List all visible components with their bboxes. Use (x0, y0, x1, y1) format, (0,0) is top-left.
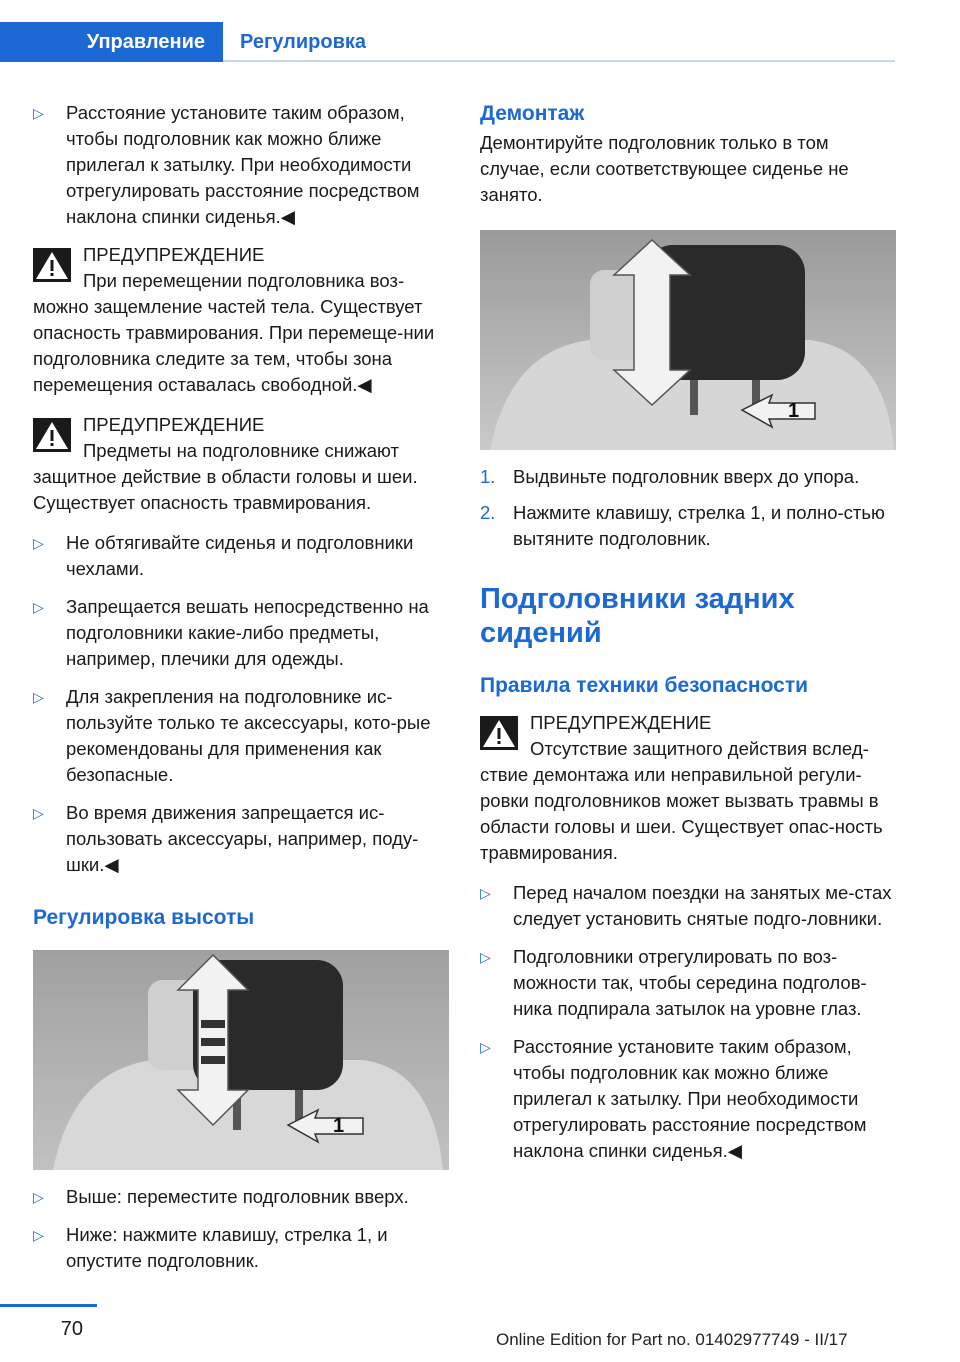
header-bar (0, 22, 895, 64)
bullet-triangle-icon: ▷ (33, 1227, 44, 1243)
right-column (480, 100, 896, 1176)
warning-triangle-icon (33, 418, 71, 452)
footer-accent-line (0, 1304, 97, 1307)
warning-block: ПРЕДУПРЕЖДЕНИЕ Отсутствие защитного действия вслед‐ ствие демонтажа или неправильной регули‐ровки подголовников может вызвать травмы в области головы и шеи. Существует опас‐ность травмирования. (480, 710, 896, 866)
numbered-step: 1. Выдвиньте подголовник вверх до упора. (480, 466, 860, 487)
subsection-heading-safety: Правила техники безопасности (480, 674, 809, 697)
list-item: ▷ Расстояние установите таким образом, чтобы подголовник как можно ближе прилегал к затылку. При необходимости отрегулировать расстояние посредством наклона спинки сиденья.◀ (33, 102, 420, 227)
header-divider (223, 60, 895, 62)
page-number: 70 (60, 1318, 83, 1340)
photo-callout-number: 1 (788, 400, 800, 422)
photo-callout-number: 1 (333, 1115, 345, 1137)
list-item: ▷ Для закрепления на подголовнике ис‐пользуйте только те аксессуары, кото‐рые рекомендованы для применения как безопасные. (33, 686, 431, 785)
bullet-triangle-icon: ▷ (480, 1039, 491, 1055)
list-item: ▷ Ниже: нажмите клавишу, стрелка 1, и опустите подголовник. (33, 1224, 388, 1271)
tab-upravlenie[interactable]: Управление (0, 22, 223, 62)
list-item: ▷ Запрещается вешать непосредственно на подголовники какие-либо предметы, например, плечики для одежды. (33, 596, 429, 669)
left-column (33, 100, 449, 1286)
edition-text: Online Edition for Part no. 01402977749 - II/17 (496, 1330, 848, 1349)
warning-triangle-icon (480, 716, 518, 750)
list-item: ▷ Расстояние установите таким образом, чтобы подголовник как можно ближе прилегал к затылку. При необходимости отрегулировать расстояние посредством наклона спинки сиденья.◀ (480, 1036, 867, 1161)
warning-title: ПРЕДУПРЕЖДЕНИЕ (83, 244, 265, 265)
bullet-triangle-icon: ▷ (33, 105, 44, 121)
bullet-triangle-icon: ▷ (480, 949, 491, 965)
bullet-triangle-icon: ▷ (33, 689, 44, 705)
bullet-triangle-icon: ▷ (33, 1189, 44, 1205)
warning-block: ПРЕДУПРЕЖДЕНИЕ При перемещении подголовника воз‐ можно защемление частей тела. Существует опасность травмирования. При перемеще‐нии подголовника следите за тем, чтобы зона перемещения оставалась свободной.◀ (33, 242, 449, 398)
warning-title: ПРЕДУПРЕЖДЕНИЕ (530, 712, 712, 733)
list-item: ▷ Не обтягивайте сиденья и подголовники чехлами. (33, 532, 414, 579)
list-item: ▷ Подголовники отрегулировать по воз‐можности так, чтобы середина подголов‐ника подпирала затылок на уровне глаз. (480, 946, 867, 1019)
bullet-triangle-icon: ▷ (33, 535, 44, 551)
warning-block: ПРЕДУПРЕЖДЕНИЕ Предметы на подголовнике снижают защитное действие в области головы и шеи. Существует опасность травмирования. (33, 412, 449, 516)
bullet-triangle-icon: ▷ (480, 885, 491, 901)
section-heading-removal: Демонтаж (480, 102, 585, 125)
tab-regulirovka[interactable]: Регулировка (240, 31, 367, 53)
section-heading-height: Регулировка высоты (33, 906, 255, 929)
list-item: ▷ Выше: переместите подголовник вверх. (33, 1184, 449, 1210)
bullet-triangle-icon: ▷ (33, 805, 44, 821)
bullet-triangle-icon: ▷ (33, 599, 44, 615)
warning-title: ПРЕДУПРЕЖДЕНИЕ (83, 414, 265, 435)
section-heading-rear-headrests: Подголовники задних сидений (480, 583, 795, 649)
headrest-removal-photo (480, 230, 896, 450)
removal-paragraph: Демонтируйте подголовник только в том случае, если соответствующее сиденье не занято. (480, 132, 849, 205)
list-item: ▷ Перед началом поездки на занятых ме‐стах следует установить снятые подго‐ловники. (480, 882, 892, 929)
list-item: ▷ Во время движения запрещается ис‐пользовать аксессуары, например, поду‐шки.◀ (33, 802, 419, 875)
headrest-height-photo (33, 950, 449, 1170)
warning-triangle-icon (33, 248, 71, 282)
numbered-step: 2. Нажмите клавишу, стрелка 1, и полно‐стью вытяните подголовник. (480, 502, 885, 549)
